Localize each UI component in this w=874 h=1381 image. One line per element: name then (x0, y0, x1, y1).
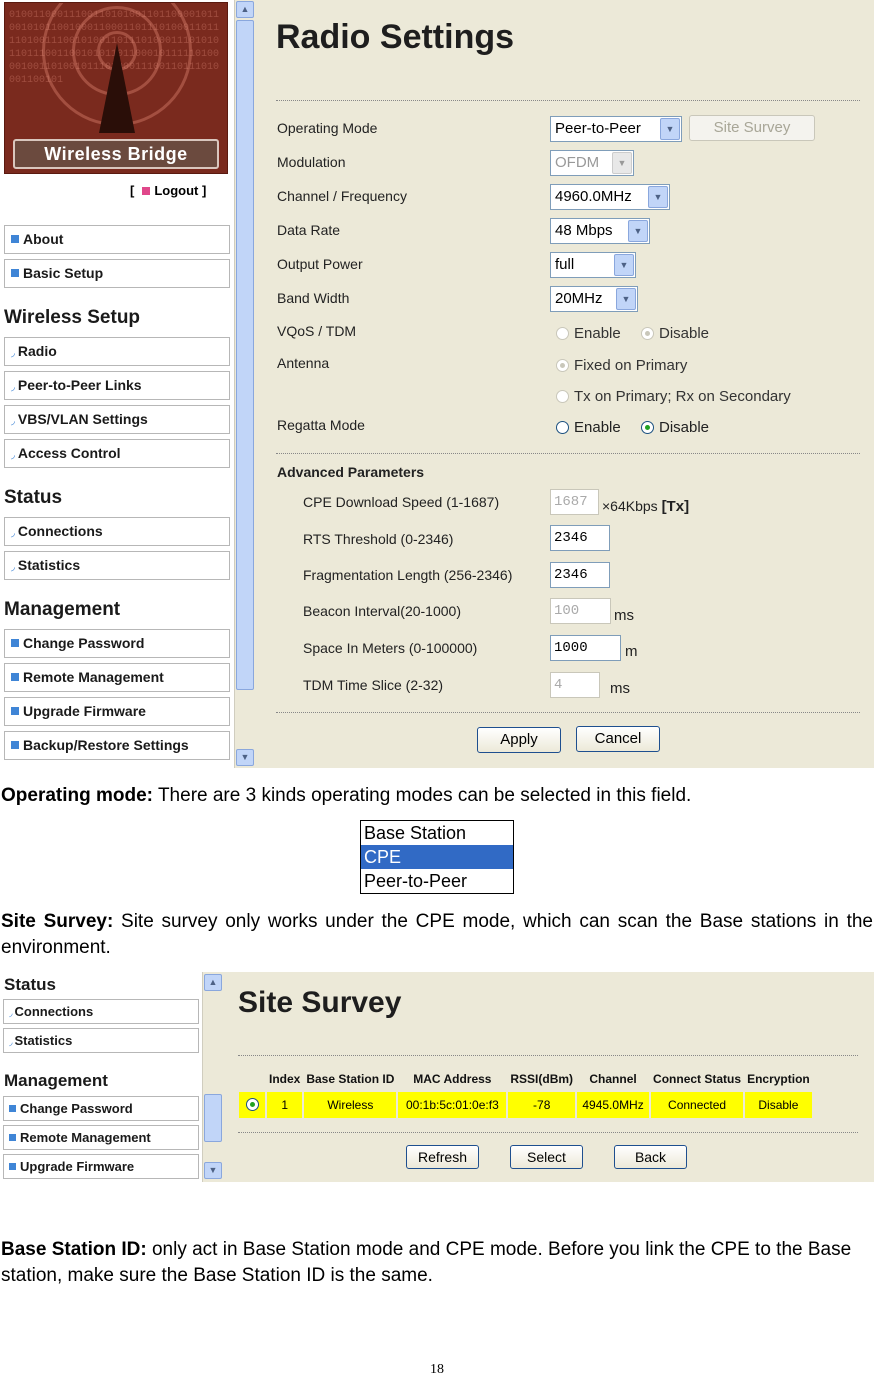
bracket-open: [ (130, 183, 135, 198)
beacon-input[interactable]: 100 (550, 598, 611, 624)
chevron-down-icon: ▼ (616, 288, 636, 310)
page-title: Site Survey (238, 986, 402, 1019)
sidebar-item-change-password[interactable] (3, 1096, 199, 1121)
column-header: Base Station ID (304, 1068, 396, 1090)
vqos-disable-option[interactable] (641, 325, 709, 342)
section-management: Management (4, 1071, 108, 1090)
regatta-disable-radio[interactable] (641, 421, 654, 434)
tdm-label: TDM Time Slice (2-32) (303, 677, 444, 693)
column-header: Connect Status (651, 1068, 743, 1090)
output-power-select[interactable] (550, 252, 636, 278)
band-width-select[interactable] (550, 286, 638, 312)
site-survey-button[interactable]: Site Survey (689, 115, 815, 141)
divider (276, 100, 860, 101)
table-header-row (239, 1068, 812, 1090)
sidebar-item-label: Backup/Restore Settings (23, 737, 189, 753)
section-wireless-setup: Wireless Setup (4, 307, 141, 328)
logout-icon (142, 187, 150, 195)
site-survey-term: Site Survey: (1, 911, 114, 932)
channel-cell: 4945.0MHz (577, 1092, 649, 1118)
site-survey-table (237, 1066, 814, 1120)
bracket-close: ] (202, 183, 207, 198)
sidebar-item-label: Basic Setup (23, 265, 104, 281)
cpe-speed-label: CPE Download Speed (1-1687) (303, 494, 500, 510)
modulation-value: OFDM (555, 154, 600, 171)
vqos-disable-label: Disable (659, 325, 710, 342)
cpe-speed-input[interactable]: 1687 (550, 489, 599, 515)
cancel-button[interactable]: Cancel (576, 726, 660, 752)
operating-mode-paragraph (1, 783, 873, 809)
divider (238, 1055, 858, 1056)
regatta-disable-label: Disable (659, 419, 710, 436)
operating-mode-options-list[interactable] (360, 820, 514, 894)
bullet-icon (9, 1134, 16, 1141)
sidebar (0, 972, 202, 1182)
channel-label: Channel / Frequency (277, 188, 407, 204)
output-power-label: Output Power (277, 256, 363, 272)
sidebar-item-label: Upgrade Firmware (23, 703, 146, 719)
cpe-speed-unit (602, 498, 689, 515)
sidebar-item-basic-setup[interactable] (4, 259, 230, 288)
band-width-value: 20MHz (555, 290, 603, 307)
sidebar-item-upgrade-firmware[interactable] (3, 1154, 199, 1179)
sidebar-item-remote-management[interactable] (3, 1125, 199, 1150)
bullet-icon (11, 707, 19, 715)
channel-value: 4960.0MHz (555, 188, 632, 205)
sidebar-item-change-password[interactable] (4, 629, 230, 658)
bullet-icon (11, 235, 19, 243)
row-select-cell[interactable] (239, 1092, 265, 1118)
base-station-id-term: Base Station ID: (1, 1239, 147, 1260)
antenna-option-primary[interactable] (556, 357, 687, 374)
site-survey-desc: Site survey only works under the CPE mode, which can scan the Base stations in the environment. (1, 911, 873, 958)
data-rate-label: Data Rate (277, 222, 341, 238)
beacon-label: Beacon Interval(20-1000) (303, 603, 461, 619)
antenna-option-secondary[interactable] (556, 388, 791, 405)
column-header: MAC Address (398, 1068, 506, 1090)
regatta-enable-option[interactable] (556, 419, 621, 436)
page-number: 18 (430, 1362, 444, 1377)
modulation-select[interactable] (550, 150, 634, 176)
sidebar-item-statistics[interactable] (3, 1028, 199, 1053)
sidebar-item-label: Radio (17, 343, 57, 359)
bullet-icon (11, 741, 19, 749)
column-header: Channel (577, 1068, 649, 1090)
sidebar-item-upgrade-firmware[interactable] (4, 697, 230, 726)
sidebar-item-label: Remote Management (23, 669, 164, 685)
operating-mode-value: Peer-to-Peer (555, 120, 641, 137)
bullet-icon (11, 269, 19, 277)
rts-input[interactable]: 2346 (550, 525, 610, 551)
regatta-enable-label: Enable (574, 419, 621, 436)
wireless-icon: ◞ (11, 450, 15, 461)
sidebar-item-label: Change Password (23, 635, 145, 651)
column-header: Encryption (745, 1068, 812, 1090)
logout-link[interactable] (130, 183, 206, 198)
sidebar-scrollbar[interactable] (202, 972, 226, 1182)
sidebar-item-label: VBS/VLAN Settings (17, 411, 148, 427)
space-unit: m (625, 643, 638, 660)
rts-label: RTS Threshold (0-2346) (303, 531, 454, 547)
sidebar-item-label: Change Password (20, 1101, 133, 1116)
chevron-down-icon: ▼ (612, 152, 632, 174)
site-survey-paragraph (1, 909, 873, 961)
sidebar-item-label: About (23, 231, 64, 247)
data-rate-value: 48 Mbps (555, 222, 613, 239)
base-station-id-paragraph (1, 1237, 873, 1289)
bullet-icon (11, 673, 19, 681)
scroll-down-icon[interactable]: ▼ (204, 1162, 222, 1179)
antenna-tower-icon (99, 43, 135, 133)
scroll-up-icon[interactable]: ▲ (204, 974, 222, 991)
tdm-unit: ms (610, 680, 630, 697)
option-peer-to-peer[interactable]: Peer-to-Peer (364, 871, 468, 891)
regatta-enable-radio[interactable] (556, 421, 569, 434)
sidebar-item-label: Statistics (14, 1033, 73, 1048)
sidebar-item-backup-restore[interactable] (4, 731, 230, 760)
column-header: Index (267, 1068, 302, 1090)
chevron-down-icon: ▼ (660, 118, 680, 140)
sidebar-item-vbs-vlan[interactable] (4, 405, 230, 434)
wireless-icon: ◞ (11, 416, 15, 427)
sidebar-item-label: Connections (14, 1004, 94, 1019)
sidebar-item-label: Upgrade Firmware (20, 1159, 135, 1174)
scroll-down-icon[interactable]: ▼ (236, 749, 254, 766)
data-rate-select[interactable] (550, 218, 650, 244)
vqos-enable-option[interactable] (556, 325, 621, 342)
sidebar-item-connections[interactable] (3, 999, 199, 1024)
logout-label: Logout (154, 183, 199, 198)
divider (276, 453, 860, 454)
sidebar-item-peer-to-peer-links[interactable] (4, 371, 230, 400)
sidebar-item-access-control[interactable] (4, 439, 230, 468)
chevron-down-icon: ▼ (614, 254, 634, 276)
bullet-icon (9, 1163, 16, 1170)
encryption-cell: Disable (745, 1092, 812, 1118)
select-column-header (239, 1068, 265, 1090)
sidebar-item-about[interactable] (4, 225, 230, 254)
select-button[interactable]: Select (510, 1145, 583, 1169)
band-width-label: Band Width (277, 290, 350, 306)
table-row[interactable] (239, 1092, 812, 1118)
space-input[interactable]: 1000 (550, 635, 621, 661)
back-button[interactable]: Back (614, 1145, 687, 1169)
section-status: Status (4, 487, 63, 508)
radio-settings-panel (258, 0, 874, 768)
rssi-cell: -78 (508, 1092, 575, 1118)
row-select-radio[interactable] (246, 1098, 259, 1111)
sidebar-item-label: Peer-to-Peer Links (17, 377, 142, 393)
bullet-icon (11, 639, 19, 647)
modulation-label: Modulation (277, 154, 346, 170)
operating-mode-term: Operating mode: (1, 785, 154, 806)
scroll-thumb[interactable] (204, 1094, 222, 1142)
output-power-value: full (555, 256, 575, 273)
wireless-icon: ◞ (11, 348, 15, 359)
wireless-icon: ◞ (11, 528, 15, 539)
chevron-down-icon: ▼ (628, 220, 648, 242)
bsid-cell: Wireless (304, 1092, 396, 1118)
apply-button[interactable]: Apply (477, 727, 561, 753)
antenna-primary-label: Fixed on Primary (574, 357, 688, 374)
sidebar-scrollbar[interactable] (234, 0, 258, 768)
index-cell: 1 (267, 1092, 302, 1118)
antenna-secondary-label: Tx on Primary; Rx on Secondary (574, 388, 791, 405)
cpe-speed-unit-text: ×64Kbps (602, 498, 658, 514)
divider (276, 712, 860, 713)
section-status: Status (4, 975, 56, 994)
sidebar-item-label: Access Control (17, 445, 121, 461)
operating-mode-label: Operating Mode (277, 120, 378, 136)
tdm-input[interactable]: 4 (550, 672, 600, 698)
vqos-enable-label: Enable (574, 325, 621, 342)
sidebar-item-label: Connections (17, 523, 103, 539)
channel-select[interactable] (550, 184, 670, 210)
frag-label: Fragmentation Length (256-2346) (303, 567, 513, 583)
cpe-speed-tx: [Tx] (661, 498, 690, 515)
wireless-icon: ◞ (9, 1037, 13, 1047)
frag-input[interactable]: 2346 (550, 562, 610, 588)
base-station-id-desc: only act in Base Station mode and CPE mode. Before you link the CPE to the Base station, make sure the Base Station ID is the same. (1, 1239, 852, 1286)
vqos-label: VQoS / TDM (277, 323, 357, 339)
divider (238, 1132, 858, 1133)
site-survey-panel (230, 972, 874, 1182)
operating-mode-desc: There are 3 kinds operating modes can be selected in this field. (153, 785, 692, 806)
bullet-icon (9, 1105, 16, 1112)
antenna-label: Antenna (277, 355, 330, 371)
option-base-station[interactable]: Base Station (364, 823, 467, 843)
sidebar-item-connections[interactable] (4, 517, 230, 546)
refresh-button[interactable]: Refresh (406, 1145, 479, 1169)
vqos-disable-radio[interactable] (641, 327, 654, 340)
scroll-up-icon[interactable]: ▲ (236, 1, 254, 18)
status-cell: Connected (651, 1092, 743, 1118)
scroll-thumb[interactable] (236, 20, 254, 690)
vqos-enable-radio[interactable] (556, 327, 569, 340)
sidebar-item-remote-management[interactable] (4, 663, 230, 692)
beacon-unit: ms (614, 607, 634, 624)
sidebar-item-label: Statistics (17, 557, 81, 573)
sidebar (0, 0, 234, 768)
wireless-icon: ◞ (11, 562, 15, 573)
page-title: Radio Settings (276, 18, 515, 56)
logo-text: Wireless Bridge (13, 139, 219, 169)
regatta-label: Regatta Mode (277, 417, 365, 433)
antenna-secondary-radio[interactable] (556, 390, 569, 403)
operating-mode-select[interactable] (550, 116, 682, 142)
advanced-parameters-heading: Advanced Parameters (277, 464, 425, 480)
sidebar-item-radio[interactable] (4, 337, 230, 366)
wireless-bridge-logo: 0100110001110011010100110110000101100101011001000110001101110100011011110100111001010011011101000111010101101110011001010110110001011111010000100110100101110100011100110111010001100101 Wireless Bridge (4, 2, 228, 174)
wireless-icon: ◞ (11, 382, 15, 393)
chevron-down-icon: ▼ (648, 186, 668, 208)
section-management: Management (4, 599, 121, 620)
sidebar-item-label: Remote Management (20, 1130, 151, 1145)
column-header: RSSI(dBm) (508, 1068, 575, 1090)
mac-cell: 00:1b:5c:01:0e:f3 (398, 1092, 506, 1118)
space-label: Space In Meters (0-100000) (303, 640, 478, 656)
wireless-icon: ◞ (9, 1008, 13, 1018)
site-survey-screenshot (0, 972, 874, 1182)
sidebar-item-statistics[interactable] (4, 551, 230, 580)
antenna-primary-radio[interactable] (556, 359, 569, 372)
regatta-disable-option[interactable] (641, 419, 709, 436)
option-cpe[interactable]: CPE (361, 845, 513, 869)
